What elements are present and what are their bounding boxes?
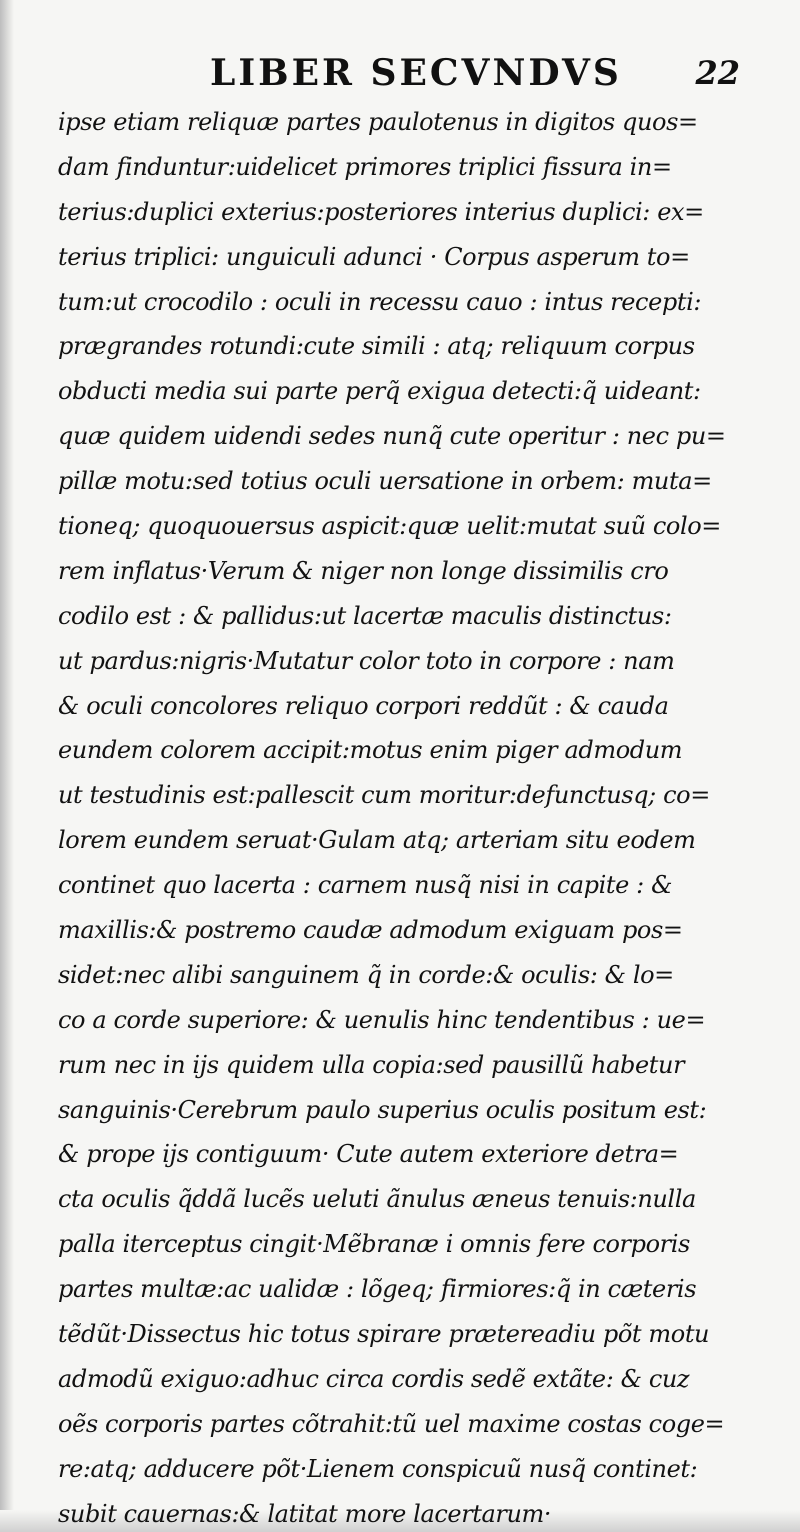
page-number: 22 — [695, 54, 740, 92]
text-line: tẽdũt·Dissectus hic totus spirare prætereadiu põt motu — [58, 1320, 710, 1349]
text-line: codilo est : & pallidus:ut lacertæ maculis distinctus: — [58, 601, 672, 630]
text-line: co a corde superiore: & uenulis hinc tendentibus : ue= — [58, 1005, 706, 1034]
text-line: quæ quidem uidendi sedes nunq̃ cute operitur : nec pu= — [58, 422, 726, 451]
text-line: sanguinis·Cerebrum paulo superius oculis positum est: — [58, 1095, 707, 1124]
body-text — [58, 100, 748, 1532]
text-line: eundem colorem accipit:motus enim piger admodum — [58, 736, 683, 765]
running-head: LIBER SECVNDVS — [210, 52, 622, 94]
text-line: prægrandes rotundi:cute simili : atq; reliquum corpus — [58, 332, 695, 361]
text-line: terius triplici: unguiculi adunci · Corpus asperum to= — [58, 242, 690, 271]
page-header — [60, 52, 750, 96]
text-line: maxillis:& postremo caudæ admodum exiguam pos= — [58, 916, 683, 945]
text-line: pillæ motu:sed totius oculi uersatione in orbem: muta= — [58, 467, 712, 496]
text-line: & oculi concolores reliquo corpori reddũt : & cauda — [58, 691, 669, 720]
text-line: subit cauernas:& latitat more lacertarum· — [58, 1499, 552, 1528]
text-line: rem inflatus·Verum & niger non longe dissimilis cro — [58, 556, 669, 585]
text-line: ut pardus:nigris·Mutatur color toto in corpore : nam — [58, 646, 675, 675]
page-edge-shadow — [0, 0, 14, 1532]
text-line: tioneq; quoquouersus aspicit:quæ uelit:mutat suũ colo= — [58, 512, 721, 541]
text-line: re:atq; adducere põt·Lienem conspicuũ nusq̃ continet: — [58, 1454, 698, 1483]
text-line: obducti media sui parte perq̃ exigua detecti:q̃ uideant: — [58, 377, 701, 406]
text-line: oẽs corporis partes cõtrahit:tũ uel maxime costas coge= — [58, 1409, 725, 1438]
text-line: partes multæ:ac ualidæ : lõgeq; firmiores:q̃ in cæteris — [58, 1275, 697, 1304]
text-line: continet quo lacerta : carnem nusq̃ nisi in capite : & — [58, 871, 673, 900]
text-line: sidet:nec alibi sanguinem q̃ in corde:& oculis: & lo= — [58, 960, 674, 989]
text-line: lorem eundem seruat·Gulam atq; arteriam situ eodem — [58, 826, 696, 855]
text-line: ipse etiam reliquæ partes paulotenus in digitos quos= — [58, 108, 698, 136]
text-line: terius:duplici exterius:posteriores interius duplici: ex= — [58, 197, 704, 226]
text-line: ut testudinis est:pallescit cum moritur:defunctusq; co= — [58, 781, 710, 810]
text-line: & prope ijs contiguum· Cute autem exteriore detra= — [58, 1140, 679, 1169]
text-line: dam finduntur:uidelicet primores triplici fissura in= — [58, 152, 672, 181]
text-line: rum nec in ijs quidem ulla copia:sed pausillũ habetur — [58, 1050, 685, 1079]
text-line: cta oculis q̃ddã lucẽs ueluti ãnulus æneus tenuis:nulla — [58, 1185, 696, 1214]
text-line: tum:ut crocodilo : oculi in recessu cauo : intus recepti: — [58, 287, 702, 316]
text-line: palla iterceptus cingit·Mẽbranæ i omnis fere corporis — [58, 1230, 690, 1259]
text-line: admodũ exiguo:adhuc circa cordis sedẽ extãte: & cuz — [58, 1364, 690, 1393]
